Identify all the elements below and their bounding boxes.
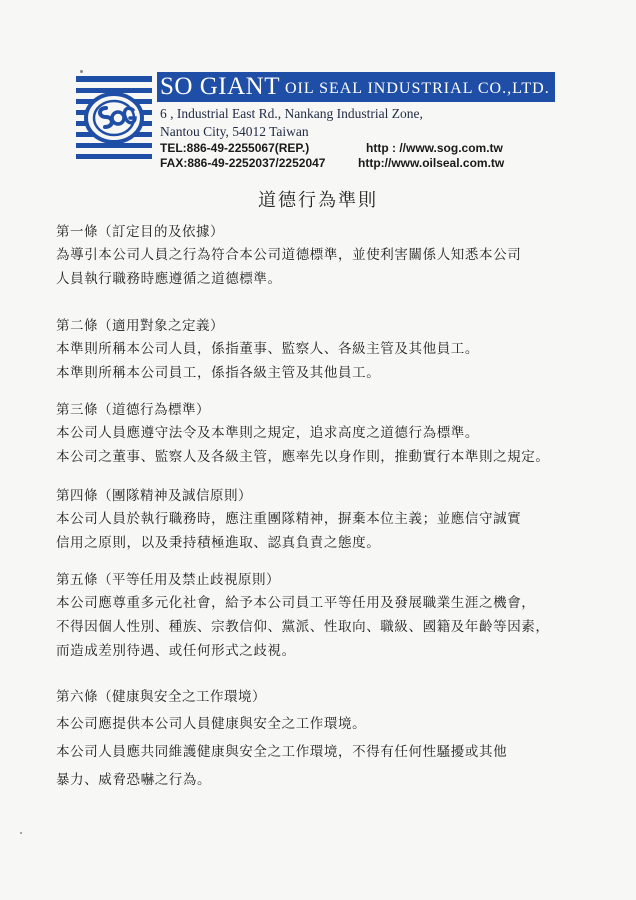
article-text: 本公司人員於執行職務時，應注重團隊精神，摒棄本位主義；並應信守誠實 bbox=[56, 511, 522, 527]
article-text: 本公司之董事、監察人及各級主管，應率先以身作則，推動實行本準則之規定。 bbox=[56, 449, 550, 465]
article-text: 本公司應尊重多元化社會，給予本公司員工平等任用及發展職業生涯之機會， bbox=[56, 595, 536, 611]
article-text: 暴力、威脅恐嚇之行為。 bbox=[56, 772, 212, 788]
address-line-2: Nantou City, 54012 Taiwan bbox=[160, 124, 309, 139]
article-text: 本準則所稱本公司員工，係指各級主管及其他員工。 bbox=[56, 365, 381, 381]
telephone-number: TEL:886-49-2255067(REP.) bbox=[160, 141, 310, 155]
article-text: 本公司人員應遵守法令及本準則之規定，追求高度之道德行為標準。 bbox=[56, 425, 479, 441]
article-1 bbox=[56, 220, 586, 294]
company-name-banner bbox=[157, 72, 555, 102]
article-text: 本公司應提供本公司人員健康與安全之工作環境。 bbox=[56, 716, 367, 732]
document-title: 道德行為準則 bbox=[258, 190, 378, 211]
article-text: 而造成差別待遇、或任何形式之歧視。 bbox=[56, 643, 296, 659]
article-heading: 第六條（健康與安全之工作環境） bbox=[56, 689, 266, 705]
article-heading: 第二條（適用對象之定義） bbox=[56, 318, 224, 334]
sog-logo-icon bbox=[76, 72, 152, 162]
fax-number: FAX:886-49-2252037/2252047 bbox=[160, 156, 326, 170]
article-heading: 第三條（道德行為標準） bbox=[56, 402, 210, 418]
address-line-1: 6 , Industrial East Rd., Nankang Industrial Zone, bbox=[160, 106, 423, 121]
article-6 bbox=[56, 685, 586, 799]
article-text: 人員執行職務時應遵循之道德標準。 bbox=[56, 271, 282, 287]
article-heading: 第一條（訂定目的及依據） bbox=[56, 224, 224, 240]
article-text: 本準則所稱本公司人員，係指董事、監察人、各級主管及其他員工。 bbox=[56, 341, 479, 357]
article-4 bbox=[56, 484, 586, 558]
article-heading: 第四條（團隊精神及誠信原則） bbox=[56, 488, 252, 504]
article-text: 本公司人員應共同維護健康與安全之工作環境，不得有任何性騷擾或其他 bbox=[56, 744, 508, 760]
article-3 bbox=[56, 398, 586, 472]
company-name-primary: SO GIANT bbox=[160, 73, 280, 100]
article-text: 不得因個人性別、種族、宗教信仰、黨派、性取向、職級、國籍及年齡等因素， bbox=[56, 619, 550, 635]
scan-speck bbox=[80, 70, 83, 73]
article-text: 信用之原則，以及秉持積極進取、認真負責之態度。 bbox=[56, 535, 381, 551]
article-2 bbox=[56, 314, 586, 388]
article-5 bbox=[56, 568, 586, 666]
article-text: 為導引本公司人員之行為符合本公司道德標準，並使利害關係人知悉本公司 bbox=[56, 247, 522, 263]
website-sog: http : //www.sog.com.tw bbox=[366, 141, 503, 155]
article-heading: 第五條（平等任用及禁止歧視原則） bbox=[56, 572, 280, 588]
scan-speck bbox=[20, 832, 22, 834]
website-oilseal: http://www.oilseal.com.tw bbox=[358, 156, 505, 170]
company-name-secondary: OIL SEAL INDUSTRIAL CO.,LTD. bbox=[285, 80, 550, 97]
